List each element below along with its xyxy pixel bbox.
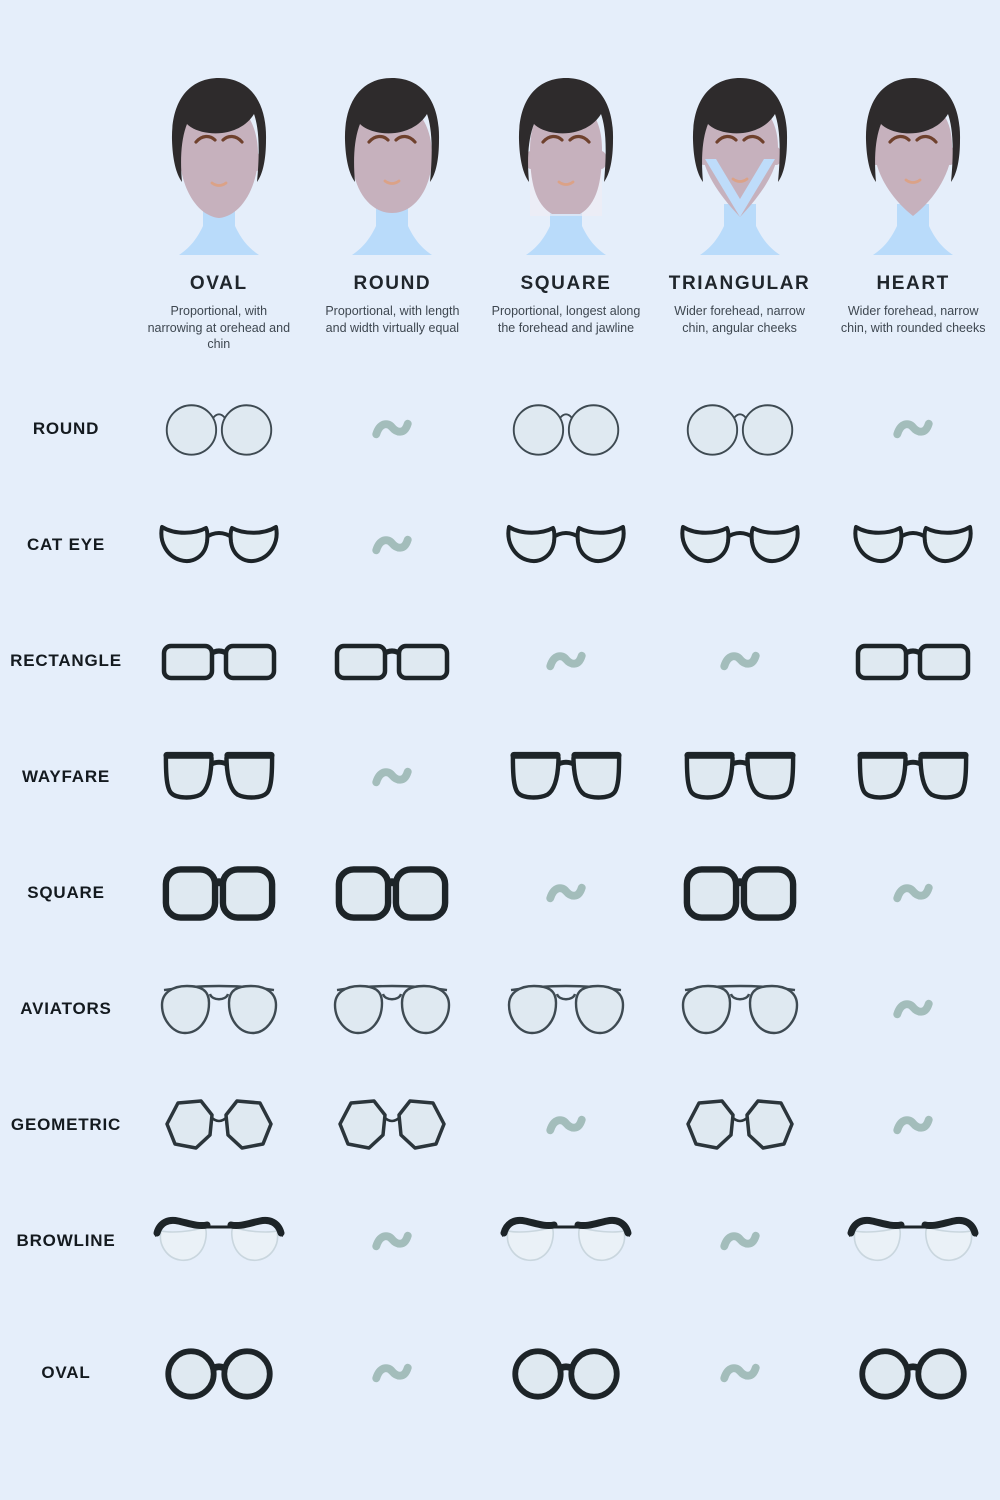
geometric-glasses-icon: [331, 1093, 453, 1157]
browline-glasses-icon: [152, 1209, 286, 1273]
face-shape-description: Proportional, with length and width virtually equal: [325, 304, 460, 335]
browline-glasses-icon: [846, 1209, 980, 1273]
face-shape-description: Wider forehead, narrow chin, angular cheeks: [674, 304, 805, 335]
frame-type-label: RECTANGLE: [10, 650, 122, 670]
match-cell-cateye-oval: [132, 487, 306, 603]
tilde-icon: [719, 1227, 761, 1255]
match-cell-geometric-triangular: [653, 1067, 827, 1183]
aviators-glasses-icon: [326, 977, 458, 1041]
match-cell-wayfare-oval: [132, 719, 306, 835]
square-glasses-icon: [333, 861, 451, 925]
no-match-cell-oval-round: [306, 1315, 480, 1431]
no-match-cell-oval-triangular: [653, 1315, 827, 1431]
square-glasses-icon: [681, 861, 799, 925]
face-shape-label: ROUND: [353, 273, 432, 294]
rectangle-glasses-icon: [851, 629, 975, 693]
round-face-illustration: [317, 56, 467, 261]
wayfare-glasses-icon: [854, 745, 972, 809]
oval-glasses-icon: [161, 1341, 277, 1405]
match-cell-aviators-round: [306, 951, 480, 1067]
no-match-cell-round-heart: [826, 371, 1000, 487]
round-glasses-icon: [683, 397, 797, 461]
face-shape-column-square: [479, 56, 653, 353]
cateye-glasses-icon: [158, 513, 280, 577]
no-match-cell-geometric-square: [479, 1067, 653, 1183]
rectangle-glasses-icon: [330, 629, 454, 693]
match-cell-geometric-oval: [132, 1067, 306, 1183]
match-cell-aviators-oval: [132, 951, 306, 1067]
frame-row-oval: [0, 1315, 1000, 1431]
wayfare-glasses-icon: [160, 745, 278, 809]
oval-face-illustration: [144, 56, 294, 261]
round-glasses-icon: [509, 397, 623, 461]
no-match-cell-square-square: [479, 835, 653, 951]
frame-row-cateye: [0, 487, 1000, 603]
frame-type-label: ROUND: [32, 418, 100, 438]
match-cell-cateye-square: [479, 487, 653, 603]
square-glasses-icon: [160, 861, 278, 925]
tilde-icon: [371, 531, 413, 559]
tilde-icon: [545, 1111, 587, 1139]
tilde-icon: [545, 647, 587, 675]
match-cell-round-triangular: [653, 371, 827, 487]
no-match-cell-browline-triangular: [653, 1183, 827, 1299]
tilde-icon: [892, 995, 934, 1023]
face-shape-description: Proportional, with narrowing at orehead and chin: [147, 304, 291, 351]
match-cell-rectangle-oval: [132, 603, 306, 719]
square-face-illustration: [491, 56, 641, 261]
chart-header: [0, 0, 1000, 353]
frame-type-label: GEOMETRIC: [10, 1114, 122, 1134]
frame-row-round: [0, 371, 1000, 487]
cateye-glasses-icon: [679, 513, 801, 577]
browline-glasses-icon: [499, 1209, 633, 1273]
no-match-cell-rectangle-square: [479, 603, 653, 719]
no-match-cell-wayfare-round: [306, 719, 480, 835]
tilde-icon: [371, 415, 413, 443]
match-cell-rectangle-heart: [826, 603, 1000, 719]
match-cell-wayfare-triangular: [653, 719, 827, 835]
cateye-glasses-icon: [852, 513, 974, 577]
no-match-cell-rectangle-triangular: [653, 603, 827, 719]
wayfare-glasses-icon: [681, 745, 799, 809]
match-cell-round-oval: [132, 371, 306, 487]
frame-type-label: OVAL: [41, 1362, 91, 1382]
tilde-icon: [371, 1227, 413, 1255]
frame-row-square: [0, 835, 1000, 951]
frame-row-wayfare: [0, 719, 1000, 835]
no-match-cell-browline-round: [306, 1183, 480, 1299]
no-match-cell-aviators-heart: [826, 951, 1000, 1067]
match-cell-oval-heart: [826, 1315, 1000, 1431]
face-shape-label: SQUARE: [520, 273, 612, 294]
tilde-icon: [545, 879, 587, 907]
header-corner-spacer: [0, 56, 132, 353]
match-cell-browline-heart: [826, 1183, 1000, 1299]
triangular-face-illustration: [665, 56, 815, 261]
match-cell-wayfare-heart: [826, 719, 1000, 835]
match-cell-wayfare-square: [479, 719, 653, 835]
oval-glasses-icon: [508, 1341, 624, 1405]
geometric-glasses-icon: [158, 1093, 280, 1157]
tilde-icon: [371, 763, 413, 791]
tilde-icon: [719, 1359, 761, 1387]
face-shape-column-oval: [132, 56, 306, 353]
frame-row-aviators: [0, 951, 1000, 1067]
tilde-icon: [719, 647, 761, 675]
match-cell-square-triangular: [653, 835, 827, 951]
face-shape-column-round: [306, 56, 480, 353]
face-shape-description: Wider forehead, narrow chin, with rounded cheeks: [840, 304, 986, 335]
frame-type-label: SQUARE: [27, 882, 105, 902]
frame-row-geometric: [0, 1067, 1000, 1183]
frame-row-rectangle: [0, 603, 1000, 719]
face-shape-column-heart: [826, 56, 1000, 353]
match-cell-aviators-triangular: [653, 951, 827, 1067]
frame-type-label: CAT EYE: [26, 534, 106, 554]
frame-row-browline: [0, 1183, 1000, 1299]
oval-glasses-icon: [855, 1341, 971, 1405]
frame-type-label: WAYFARE: [21, 766, 111, 786]
tilde-icon: [892, 879, 934, 907]
match-cell-geometric-round: [306, 1067, 480, 1183]
no-match-cell-geometric-heart: [826, 1067, 1000, 1183]
no-match-cell-square-heart: [826, 835, 1000, 951]
match-cell-square-oval: [132, 835, 306, 951]
frame-type-label: AVIATORS: [20, 998, 112, 1018]
wayfare-glasses-icon: [507, 745, 625, 809]
match-cell-browline-oval: [132, 1183, 306, 1299]
frame-type-label: BROWLINE: [16, 1230, 116, 1250]
aviators-glasses-icon: [153, 977, 285, 1041]
face-shape-label: OVAL: [189, 273, 248, 294]
no-match-cell-cateye-round: [306, 487, 480, 603]
match-cell-round-square: [479, 371, 653, 487]
geometric-glasses-icon: [679, 1093, 801, 1157]
cateye-glasses-icon: [505, 513, 627, 577]
aviators-glasses-icon: [500, 977, 632, 1041]
round-glasses-icon: [162, 397, 276, 461]
face-shape-label: HEART: [876, 273, 950, 294]
tilde-icon: [892, 415, 934, 443]
no-match-cell-round-round: [306, 371, 480, 487]
tilde-icon: [892, 1111, 934, 1139]
face-shape-description: Proportional, longest along the forehead and jawline: [491, 304, 641, 335]
face-shape-column-triangular: [653, 56, 827, 353]
tilde-icon: [371, 1359, 413, 1387]
face-shape-label: TRIANGULAR: [668, 273, 811, 294]
match-cell-cateye-heart: [826, 487, 1000, 603]
match-cell-oval-square: [479, 1315, 653, 1431]
rectangle-glasses-icon: [157, 629, 281, 693]
match-cell-cateye-triangular: [653, 487, 827, 603]
aviators-glasses-icon: [674, 977, 806, 1041]
heart-face-illustration: [838, 56, 988, 261]
match-cell-square-round: [306, 835, 480, 951]
match-cell-aviators-square: [479, 951, 653, 1067]
match-cell-browline-square: [479, 1183, 653, 1299]
match-cell-oval-oval: [132, 1315, 306, 1431]
frame-rows: [0, 371, 1000, 1431]
match-cell-rectangle-round: [306, 603, 480, 719]
